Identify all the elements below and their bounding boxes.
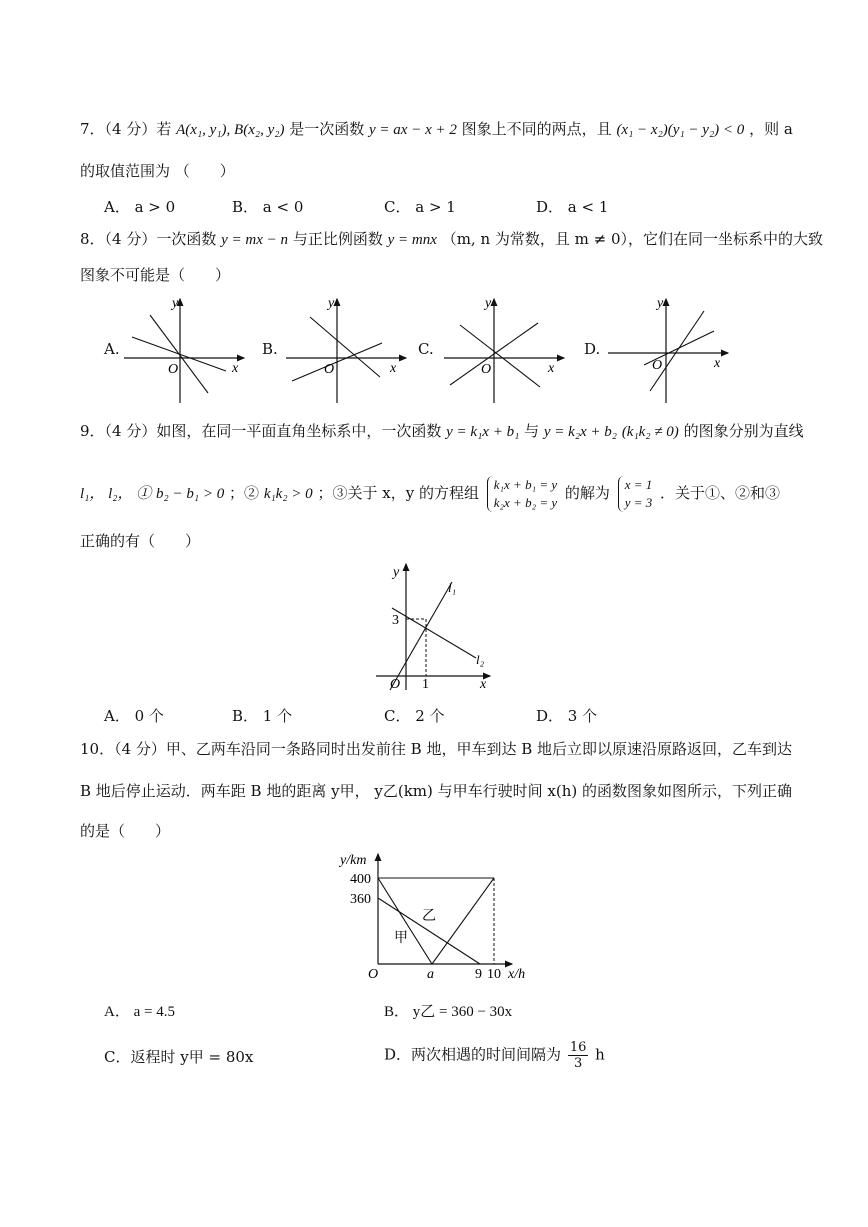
q9-solution [618, 476, 653, 512]
q9-line1 [80, 420, 804, 443]
q9-option-c: C． 2 个 [384, 707, 445, 725]
q7-end: ，则 a [749, 120, 793, 138]
q8-text: 与正比例函数 [292, 230, 383, 248]
x-label: x [548, 361, 555, 376]
origin-label: O [652, 358, 663, 373]
q8-line1 [80, 228, 823, 251]
q8-label-b: B. [262, 340, 278, 358]
q8-graph-a [120, 293, 260, 405]
q8-label-d: D. [584, 340, 601, 358]
l1-label: l₁ [448, 580, 457, 595]
label-jia: 甲 [394, 931, 408, 946]
q8-prefix: 8．（4 分）一次函数 [80, 230, 217, 248]
q9-function2: y = k₂x + b₂ [543, 424, 618, 440]
x-label: x [390, 361, 397, 376]
x-axis-label: x/h [508, 967, 526, 982]
q7-text2: 图象上不同的两点，且 [461, 120, 612, 138]
q7-line1 [80, 118, 793, 141]
q9-prefix: 9．（4 分）如图，在同一平面直角坐标系中，一次函数 [80, 422, 442, 440]
q10-option-c: C．返程时 y甲 = 80x [104, 1048, 254, 1066]
q9-line2 [80, 472, 780, 515]
q10-option-b [384, 1000, 512, 1021]
q9-and: 与 [524, 422, 540, 440]
q7-line2: 的取值范围为 （ ） [80, 162, 235, 180]
line-1 [460, 325, 540, 387]
q7-text: 是一次函数 [289, 120, 365, 138]
q10-option-d-text: D．两次相遇的时间间隔为 [384, 1045, 562, 1064]
tick-3: 3 [392, 613, 399, 628]
tick-360: 360 [350, 892, 371, 907]
y-label: y [328, 296, 335, 311]
q9-end: 的图象分别为直线 [683, 422, 804, 440]
q8-function1: y = mx − n [221, 232, 289, 248]
q8-function2: y = mnx [387, 232, 437, 248]
q7-option-b: B． a < 0 [232, 198, 304, 216]
fraction-numerator: 16 [569, 1040, 587, 1055]
q7-condition: (x₁ − x₂)(y₁ − y₂) < 0 [616, 122, 745, 138]
q9-system-eq1: k₁x + b₁ = y [493, 477, 558, 492]
y-label: y [172, 296, 179, 311]
q10-line1: 10．（4 分）甲、乙两车沿同一条路同时出发前往 B 地，甲车到达 B 地后立即以原速沿原路返回，乙车到达 [80, 740, 793, 758]
tick-9: 9 [475, 967, 482, 982]
q9-option-d: D． 3 个 [536, 707, 598, 725]
y-label: y [657, 296, 664, 311]
q8-graph-b [282, 293, 422, 405]
q8-label-c: C. [418, 340, 434, 358]
tick-10: 10 [487, 967, 501, 982]
line-jia [378, 878, 494, 964]
q9-solution-x: x = 1 [624, 477, 653, 492]
q8-graph-d [604, 293, 744, 405]
q10-option-a [104, 1000, 175, 1021]
tick-400: 400 [350, 872, 371, 887]
q9-statement1: b₂ − b₁ > 0 [156, 486, 225, 502]
q9-line3: 正确的有（ ） [80, 532, 201, 550]
tick-1: 1 [422, 677, 429, 692]
line-1 [310, 317, 380, 377]
y-axis-label: y/km [340, 853, 367, 868]
x-label: x [714, 356, 721, 371]
q9-statement2: k₁k₂ > 0 [263, 486, 313, 502]
q9-option-b: B． 1 个 [232, 707, 293, 725]
q8-graph-c [440, 293, 580, 405]
q10-graph [338, 848, 538, 986]
q9-option-a: A． 0 个 [104, 707, 164, 725]
q10-option-d-unit: h [595, 1045, 605, 1064]
q9-solution-y: y = 3 [624, 495, 653, 510]
q9-system [487, 476, 557, 512]
q7-points: A(x₁, y₁), B(x₂, y₂) [176, 122, 285, 138]
q9-end2: ．关于①、②和③ [660, 484, 781, 502]
q10-option-d [384, 1040, 605, 1071]
fraction-denominator: 3 [573, 1056, 583, 1071]
q9-sep3: 的解为 [564, 484, 610, 502]
origin-label: O [324, 362, 335, 377]
q10-option-b-text: B． y乙 = 360 − 30x [384, 1004, 513, 1020]
q10-option-d-fraction [568, 1040, 589, 1071]
origin-label: O [481, 362, 492, 377]
line-2 [132, 337, 226, 371]
q9-graph [372, 560, 502, 692]
x-label: x [480, 677, 487, 692]
y-label: y [393, 565, 400, 580]
q8-end: （m, n 为常数，且 m ≠ 0），它们在同一坐标系中的大致 [441, 230, 824, 248]
q10-option-a-text: A． a = 4.5 [104, 1004, 175, 1020]
q9-condition: (k₁k₂ ≠ 0) [621, 424, 679, 440]
q7-option-c: C． a > 1 [384, 198, 456, 216]
origin-label: O [368, 967, 379, 982]
q9-sep2: ；③关于 x，y 的方程组 [317, 484, 479, 502]
x-label: x [232, 361, 239, 376]
q7-prefix: 7．（4 分）若 [80, 120, 172, 138]
tick-a: a [427, 967, 434, 982]
q9-lines: l₁， l₂， ① [80, 486, 152, 502]
q10-line3: 的是（ ） [80, 822, 171, 840]
q10-line2: B 地后停止运动．两车距 B 地的距离 y甲， y乙(km) 与甲车行驶时间 x(h) 的函数图象如图所示，下列正确 [80, 782, 792, 800]
q7-option-d: D． a < 1 [536, 198, 609, 216]
q8-label-a: A. [104, 340, 120, 358]
y-label: y [485, 296, 492, 311]
l2-label: l₂ [476, 652, 485, 667]
q9-system-eq2: k₂x + b₂ = y [493, 495, 558, 510]
line-1 [650, 311, 704, 391]
line-l2 [392, 608, 476, 658]
line-l1 [390, 582, 452, 690]
q7-option-a: A． a > 0 [104, 198, 176, 216]
q9-sep1: ；② [229, 484, 260, 502]
q7-function: y = ax − x + 2 [369, 122, 457, 138]
label-yi: 乙 [422, 909, 436, 924]
origin-label: O [168, 362, 179, 377]
origin-label: O [390, 677, 401, 692]
q9-function1: y = k₁x + b₁ [446, 424, 520, 440]
q8-line2: 图象不可能是（ ） [80, 266, 231, 284]
